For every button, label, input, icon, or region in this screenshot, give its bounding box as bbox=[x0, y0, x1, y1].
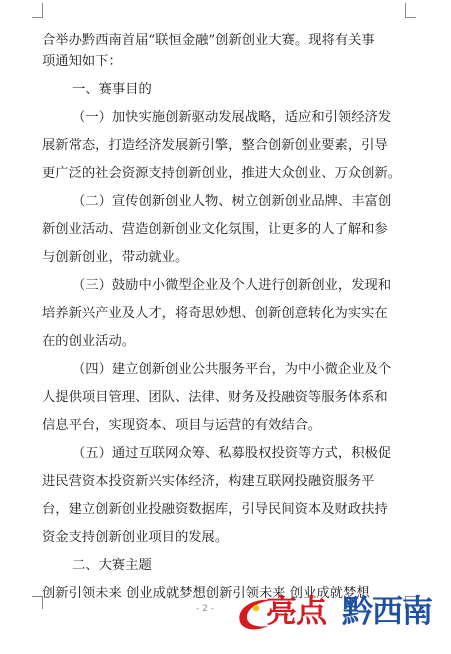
paragraph-line: 信息平台，实现资本、项目与运营的有效结合。 bbox=[42, 418, 322, 433]
paragraph-line: （五）通过互联网众筹、私募股权投资等方式，积极促 bbox=[72, 446, 392, 461]
section-heading-purpose: 一、赛事目的 bbox=[72, 82, 152, 97]
watermark-logo bbox=[232, 588, 446, 634]
section-heading-theme: 二、大赛主题 bbox=[72, 558, 152, 573]
paragraph-line: 展新常态，打造经济发展新引擎，整合创新创业要素，引导 bbox=[42, 138, 388, 153]
paragraph-line: 培养新兴产业及人才，将奇思妙想、创新创意转化为实实在 bbox=[42, 306, 388, 321]
crop-mark-top-right bbox=[405, 3, 416, 18]
crop-mark-top-left bbox=[32, 3, 43, 18]
paragraph-line: 进民营资本投资新兴实体经济，构建互联网投融资服务平 bbox=[42, 474, 375, 489]
paragraph-line: 更广泛的社会资源支持创新创业，推进大众创业、万众创新。 bbox=[42, 166, 402, 181]
paragraph-line: （二）宣传创新创业人物、树立创新创业品牌、丰富创 bbox=[72, 194, 392, 209]
paragraph-line: 台，建立创新创业投融资数据库，引导民间资本及财政扶持 bbox=[42, 502, 388, 517]
logo-text-liangdian: 亮点 bbox=[266, 594, 326, 630]
paragraph-line: （一）加快实施创新驱动发展战略，适应和引领经济发 bbox=[72, 110, 392, 125]
paragraph-line: （四）建立创新创业公共服务平台，为中小微企业及个 bbox=[72, 362, 392, 377]
body-line: 项通知如下： bbox=[42, 54, 122, 69]
paragraph-line: 在的创业活动。 bbox=[42, 334, 136, 349]
paragraph-line: 新创业活动、营造创新创业文化氛围，让更多的人了解和参 bbox=[42, 222, 388, 237]
paragraph-line: 资金支持创新创业项目的发展。 bbox=[42, 530, 229, 545]
paragraph-line: 与创新创业，带动就业。 bbox=[42, 250, 189, 265]
page-number: - 2 - bbox=[196, 604, 214, 614]
paragraph-line: 人提供项目管理、团队、法律、财务及投融资等服务体系和 bbox=[42, 390, 388, 405]
paragraph-line: （三）鼓励中小微型企业及个人进行创新创业，发现和 bbox=[72, 278, 392, 293]
document-body bbox=[42, 30, 408, 604]
body-line: 合举办黔西南首届“联恒金融”创新创业大赛。现将有关事 bbox=[42, 33, 375, 48]
theme-line: 创新引领未来 创业成就梦想创新引领未来 创业成就梦想 bbox=[42, 586, 370, 601]
logo-text-qianxinan: 黔西南 bbox=[342, 594, 432, 630]
